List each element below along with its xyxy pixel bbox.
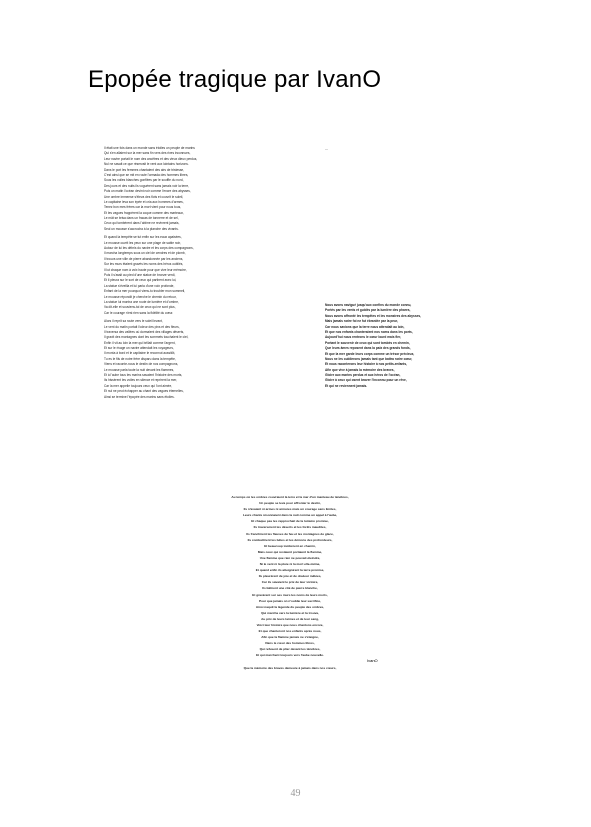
poem-line: Ils bâtirent une cité de pierre blanche,	[262, 586, 318, 591]
poem-line: Et quand enfin ils atteignirent la terre promise,	[255, 568, 325, 573]
poem-line: Nous ne les oublierons jamais tant que battra notre cœur,	[325, 356, 413, 361]
poem-line: Il monta à bord et le capitaine le reconnut aussitôt,	[104, 351, 176, 356]
poem-line: Tu es le fils de notre frère disparu dans la tempête,	[104, 356, 176, 361]
poem-line: Ils n'avaient ni armes ni armures mais un courage sans limites,	[243, 507, 337, 512]
poem-line: Dans le port les femmes chantaient des airs de tristesse,	[104, 167, 185, 172]
poem-line: Et que la mer garde leurs corps comme un trésor précieux,	[325, 351, 415, 356]
column-marker: ...	[325, 146, 329, 151]
poem-line: Enfant de la mer pourquoi viens-tu troubler mon sommeil,	[104, 289, 186, 294]
poem-line: Le mousse ouvrit les yeux sur une plage de sable noir,	[104, 240, 181, 245]
poem-line: Le mousse répondit je cherche le chemin du retour,	[104, 294, 177, 299]
poem-line: Au prix de leurs larmes et de leur sang,	[261, 616, 319, 621]
poem-line: Gloire à ceux qui osent braver l'inconnu pour un rêve,	[325, 378, 407, 383]
poem-line: Il lut chaque nom à voix haute pour que vive leur mémoire,	[104, 267, 187, 272]
stanza	[104, 146, 300, 232]
poem-line: Sous les voiles blanches gonflées par le souffle du nord,	[104, 178, 184, 183]
poem-line: Gloire aux marins perdus et aux héros de l'océan,	[325, 373, 401, 378]
poem-line: Et à l'aube tous les marins savaient l'histoire des morts,	[104, 373, 183, 378]
poem-line: Et sur le rivage un navire attendait les voyageurs,	[104, 346, 174, 351]
poem-line: Le mousse parla toute la nuit devant les flammes,	[104, 367, 175, 372]
poem-line: Qui s'en allaient sur la mer sans fin vers des rives inconnues,	[104, 151, 191, 156]
poem-line: Ainsi se termine l'épopée des marins sans étoiles.	[104, 394, 175, 399]
poem-line: Nous avons navigué jusqu'aux confins du monde connu,	[325, 303, 412, 307]
poem-line: Afin que la flamme jamais ne s'éteigne,	[261, 635, 319, 640]
poem-line: La statue lui montra une route de lumière et d'ombre,	[104, 299, 179, 304]
poem-line: Et chaque pas les rapprochait de la lumière promise,	[251, 519, 329, 524]
author-signature: IvanO	[367, 658, 378, 663]
poem-line: Et que nos enfants chanteraient nos noms dans les ports,	[325, 329, 413, 334]
poem-line: Et il pleura sur le sort de ceux qui partirent avec lui,	[104, 278, 177, 283]
poem-line: Viens et raconte-nous le destin de nos compagnons,	[104, 362, 179, 367]
poem-line: Puis un matin l'océan devint noir comme l'encre des abysses,	[104, 189, 191, 194]
poem-line: Qui refusent de plier devant les ténèbres,	[259, 647, 321, 652]
poem-line: Seul un mousse s'accrocha à la planche des vivants.	[104, 226, 179, 231]
poem-line: Leurs chants résonnaient dans la nuit comme un appel à l'aube,	[242, 513, 338, 518]
poem-line: Aujourd'hui nous rentrons le cœur lourd mais fier,	[325, 335, 402, 340]
final-line: Que la mémoire des braves demeure à jamais dans nos cœurs,	[243, 665, 337, 670]
poem-line: Et beaucoup tombèrent en chemin,	[264, 543, 316, 548]
poem-line: Un peuple se leva pour affronter le destin,	[259, 501, 321, 506]
poem-line: Afin que vive à jamais la mémoire des braves,	[325, 367, 395, 372]
poem-line: Autour de lui les débris du navire et les corps des compagnons,	[104, 246, 194, 251]
poem-line: Dans le cœur des hommes libres,	[265, 641, 315, 646]
poem-line: Voici leur histoire que nous chantons encore,	[256, 622, 324, 627]
poem-line: Ainsi naquit la légende du peuple des ombres,	[255, 604, 325, 609]
poem-line: Le mât se brisa dans un fracas de tonnerre et de sel,	[104, 216, 179, 221]
poem-line: Il marcha longtemps sous un ciel de cendres et de plomb,	[104, 251, 186, 256]
poem-line: Va dit-elle et souviens-toi de ceux qui ne sont plus,	[104, 305, 176, 310]
poem-line: La statue s'éveilla et lui parla d'une voix profonde,	[104, 283, 175, 288]
poem-line: Et qui marchent toujours vers l'aube nouvelle.	[256, 653, 324, 658]
poem-line: Ils combattirent les bêtes et les démons des profondeurs,	[247, 537, 333, 542]
poem-line: Car le courage n'est rien sans la fidélité du cœur.	[104, 310, 174, 315]
poem-line: Car nous savions que la terre nous attendait au loin,	[325, 324, 405, 329]
poem-line: Pour que jamais on n'oublie leur sacrifice,	[259, 598, 321, 603]
poem-line: Et nous raconterons leur histoire à nos petits-enfants,	[325, 362, 408, 367]
poem-line: Ils hissèrent les voiles en silence et reprirent la mer,	[104, 378, 177, 383]
centered-poem-block	[190, 494, 390, 671]
poem-line: Ni le vent ni la pluie ni la mort elle-même,	[259, 562, 321, 567]
poem-line: Sur les murs étaient gravés les noms des héros oubliés,	[104, 262, 184, 267]
poem-line: Une flamme que rien ne pouvait éteindre,	[259, 555, 321, 560]
poem-line: Ils franchirent les fleuves de feu et les montagnes de glace,	[246, 531, 334, 536]
poem-line: Portant le souvenir de ceux qui sont tombés en chemin,	[325, 340, 410, 345]
poem-line: Car la mer appelle toujours ceux qui l'ont aimée,	[104, 383, 173, 388]
poem-line: Il trouva une ville de pierre abandonnée par les anciens,	[104, 256, 184, 261]
poem-line: Nul ne savait ce que réservait le vent aux lointains horizons.	[104, 162, 189, 167]
poem-line: Il traversa des vallées où dormaient des villages déserts,	[104, 329, 185, 334]
poem-line: Le capitaine leva son épée et cria aux hommes d'armes,	[104, 199, 184, 204]
poem-line: Une ombre immense s'éleva des flots et couvrit le soleil,	[104, 194, 184, 199]
poem-line: Tenez bon mes frères car la mort vient pour nous tous,	[104, 205, 182, 210]
page-number: 49	[290, 788, 301, 799]
poem-line: Que leurs âmes reposent dans la paix des grands fonds,	[325, 346, 411, 351]
poem-line: Alors il reprit sa route vers le soleil levant,	[104, 319, 163, 324]
poem-line: Il gravit des montagnes dont les sommets touchaient le ciel,	[104, 335, 189, 340]
poem-line: Le vent du matin portait l'odeur des pins et des fleurs,	[104, 324, 180, 329]
poem-line: Il était une fois dans un monde sans étoiles un peuple de marins	[104, 146, 195, 150]
poem-line: Enfin il vit au loin la mer qui brillait comme l'argent,	[104, 340, 176, 345]
stanza	[104, 235, 300, 316]
poem-line: Et que chanteront nos enfants après nous,	[258, 629, 322, 634]
right-poem-column	[325, 303, 493, 389]
poem-line: Qui marcha vers la lumière et la trouva,	[261, 610, 319, 615]
poem-line: Des jours et des nuits ils voguèrent sans jamais voir la terre,	[104, 183, 190, 188]
poem-line: Ils traversèrent les déserts et les forêts maudites,	[253, 525, 327, 530]
page-title: Epopée tragique par IvanO	[88, 66, 382, 93]
poem-line: Mais ceux qui restaient portaient la flamme,	[257, 549, 323, 554]
poem-line: Nous avons affronté les tempêtes et les monstres des abysses,	[325, 313, 422, 318]
poem-line: Leur navire portait le nom des ancêtres et des vieux dieux perdus,	[104, 156, 198, 161]
poem-line: Et quand la tempête se tut enfin sur les eaux apaisées,	[104, 235, 182, 240]
poem-line: Ceux qui tombèrent dans l'abîme ne revinrent jamais,	[104, 221, 180, 226]
stanza	[104, 319, 300, 400]
poem-line: Et nul ne peut échapper au chant des vagues éternelles,	[104, 389, 184, 394]
poem-line: Et les vagues frappèrent la coque comme des marteaux,	[104, 210, 184, 215]
poem-line: Portés par les vents et guidés par la lumière des phares,	[325, 308, 411, 313]
poem-line: Car ils savaient le prix de leur victoire,	[261, 580, 319, 585]
poem-line: Ils pleurèrent de joie et de douleur mêlées,	[258, 574, 322, 579]
poem-line: Mais jamais notre foi ne fut ébranlée par la peur,	[325, 319, 398, 324]
poem-line: Au temps où les ombres couvraient la terre et la mer d'un manteau de ténèbres,	[231, 495, 349, 499]
poem-line: Et qui ne reviennent jamais.	[325, 383, 368, 388]
left-poem-column	[104, 146, 300, 403]
poem-line: C'est ainsi que se mit en route l'armada des hommes libres,	[104, 172, 189, 177]
poem-line: Puis il s'assit au pied d'une statue de bronze verdi,	[104, 272, 176, 277]
poem-line: Et gravèrent sur ses murs les noms de leurs morts,	[252, 592, 328, 597]
